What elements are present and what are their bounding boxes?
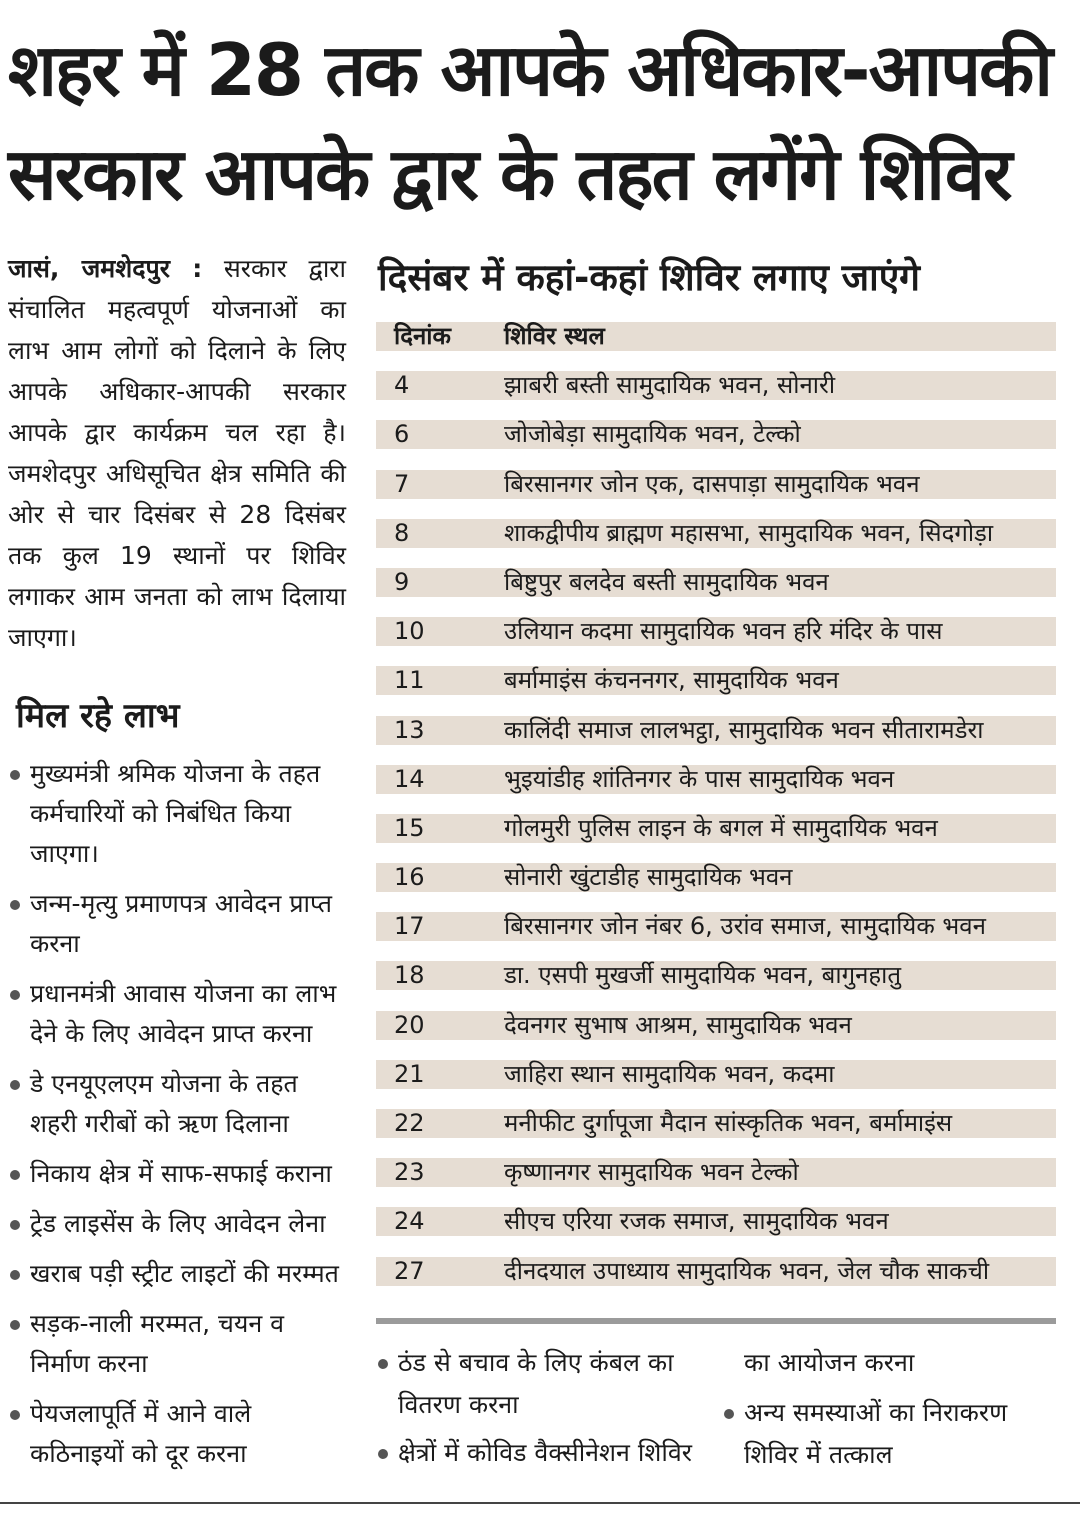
row-date: 14	[394, 764, 425, 793]
table-row	[376, 369, 1056, 418]
bullet-dot-icon	[10, 1080, 20, 1090]
header-date: दिनांक	[394, 322, 451, 350]
headline	[8, 18, 1068, 226]
bottom-benefits-left	[376, 1342, 706, 1480]
table-row	[376, 418, 1056, 467]
row-date: 4	[394, 371, 410, 400]
benefit-item: पेयजलापूर्ति में आने वाले कठिनाइयों को दूर करना	[8, 1394, 346, 1474]
right-column	[376, 248, 1056, 1324]
table-divider	[376, 1318, 1056, 1324]
table-row	[376, 566, 1056, 615]
row-venue: दीनदयाल उपाध्याय सामुदायिक भवन, जेल चौक साकची	[504, 1256, 990, 1285]
benefit-item: प्रधानमंत्री आवास योजना का लाभ देने के लिए आवेदन प्राप्त करना	[8, 974, 346, 1054]
row-date: 15	[394, 813, 425, 842]
bullet-dot-icon	[10, 1220, 20, 1230]
intro-paragraph	[8, 248, 346, 658]
row-date: 24	[394, 1207, 425, 1236]
row-date: 20	[394, 1010, 425, 1039]
table-row	[376, 910, 1056, 959]
table-row	[376, 1058, 1056, 1107]
table-row	[376, 517, 1056, 566]
table-row	[376, 763, 1056, 812]
row-venue: सीएच एरिया रजक समाज, सामुदायिक भवन	[504, 1207, 889, 1236]
bottom-benefits-right	[722, 1342, 1042, 1482]
row-date: 27	[394, 1256, 425, 1285]
bullet-dot-icon	[378, 1359, 388, 1369]
left-column	[8, 248, 346, 1484]
bullet-dot-icon	[10, 990, 20, 1000]
row-date: 10	[394, 617, 425, 646]
benefits-heading: मिल रहे लाभ	[16, 696, 180, 736]
byline: जासं, जमशेदपुर :	[8, 254, 203, 283]
bullet-dot-icon	[378, 1449, 388, 1459]
row-venue: कृष्णानगर सामुदायिक भवन टेल्को	[504, 1158, 799, 1187]
row-date: 7	[394, 469, 410, 498]
camp-table	[376, 320, 1056, 1304]
benefits-list	[8, 754, 346, 1474]
table-row	[376, 1009, 1056, 1058]
row-venue: जोजोबेड़ा सामुदायिक भवन, टेल्को	[504, 420, 801, 449]
row-venue: बिष्टुपुर बलदेव बस्ती सामुदायिक भवन	[504, 567, 829, 596]
bullet-dot-icon	[10, 1320, 20, 1330]
table-row	[376, 1205, 1056, 1254]
row-date: 17	[394, 912, 425, 941]
bullet-dot-icon	[10, 900, 20, 910]
table-row	[376, 1156, 1056, 1205]
benefit-item: ट्रेड लाइसेंस के लिए आवेदन लेना	[8, 1204, 346, 1244]
row-date: 11	[394, 666, 425, 695]
headline-line-1: शहर में 28 तक आपके अधिकार-आपकी	[8, 28, 1051, 112]
table-row	[376, 812, 1056, 861]
camp-table-title: दिसंबर में कहां-कहां शिविर लगाए जाएंगे	[378, 256, 921, 299]
benefit-item: डे एनयूएलएम योजना के तहत शहरी गरीबों को ऋण दिलाना	[8, 1064, 346, 1144]
row-date: 16	[394, 863, 425, 892]
page-bottom-rule	[0, 1502, 1080, 1504]
row-date: 18	[394, 961, 425, 990]
bullet-dot-icon	[10, 1410, 20, 1420]
table-row	[376, 664, 1056, 713]
table-row	[376, 1107, 1056, 1156]
bullet-dot-icon	[724, 1409, 734, 1419]
benefit-item: अन्य समस्याओं का निराकरण शिविर में तत्काल	[722, 1392, 1042, 1476]
benefit-item: मुख्यमंत्री श्रमिक योजना के तहत कर्मचारियों को निबंधित किया जाएगा।	[8, 754, 346, 874]
row-date: 6	[394, 420, 410, 449]
benefit-item-continued: का आयोजन करना	[744, 1348, 915, 1377]
header-venue: शिविर स्थल	[504, 322, 605, 350]
table-row	[376, 615, 1056, 664]
bullet-dot-icon	[10, 770, 20, 780]
benefit-item: खराब पड़ी स्ट्रीट लाइटों की मरम्मत	[8, 1254, 346, 1294]
row-venue: देवनगर सुभाष आश्रम, सामुदायिक भवन	[504, 1010, 852, 1039]
table-row	[376, 861, 1056, 910]
row-venue: मनीफीट दुर्गापूजा मैदान सांस्कृतिक भवन, बर्मामाइंस	[504, 1109, 953, 1137]
row-venue: सोनारी खुंटाडीह सामुदायिक भवन	[504, 863, 793, 892]
row-venue: उलियान कदमा सामुदायिक भवन हरि मंदिर के पास	[504, 617, 943, 646]
row-venue: भुइयांडीह शांतिनगर के पास सामुदायिक भवन	[504, 764, 895, 793]
benefit-item: क्षेत्रों में कोविड वैक्सीनेशन शिविर	[376, 1432, 706, 1474]
row-venue: कालिंदी समाज लालभट्ठा, सामुदायिक भवन सीतारामडेरा	[504, 715, 984, 744]
row-date: 8	[394, 518, 410, 547]
row-venue: झाबरी बस्ती सामुदायिक भवन, सोनारी	[504, 371, 836, 400]
row-date: 13	[394, 715, 425, 744]
row-venue: गोलमुरी पुलिस लाइन के बगल में सामुदायिक भवन	[504, 813, 938, 842]
row-date: 22	[394, 1109, 425, 1137]
headline-line-2: सरकार आपके द्वार के तहत लगेंगे शिविर	[8, 132, 1011, 216]
benefit-item: ठंड से बचाव के लिए कंबल का वितरण करना	[376, 1342, 706, 1426]
row-date: 23	[394, 1158, 425, 1187]
table-row	[376, 959, 1056, 1008]
row-venue: बिरसानगर जोन नंबर 6, उरांव समाज, सामुदायिक भवन	[504, 912, 986, 941]
row-venue: डा. एसपी मुखर्जी सामुदायिक भवन, बागुनहातु	[504, 961, 902, 990]
row-venue: शाकद्वीपीय ब्राह्मण महासभा, सामुदायिक भवन, सिदगोड़ा	[504, 518, 994, 547]
row-venue: जाहिरा स्थान सामुदायिक भवन, कदमा	[504, 1059, 835, 1088]
table-row	[376, 1255, 1056, 1304]
benefit-item: सड़क-नाली मरम्मत, चयन व निर्माण करना	[8, 1304, 346, 1384]
row-venue: बिरसानगर जोन एक, दासपाड़ा सामुदायिक भवन	[504, 469, 920, 498]
table-header-row	[376, 320, 1056, 369]
table-row	[376, 468, 1056, 517]
bullet-dot-icon	[10, 1270, 20, 1280]
table-row	[376, 714, 1056, 763]
row-date: 21	[394, 1059, 425, 1088]
benefit-item: निकाय क्षेत्र में साफ-सफाई कराना	[8, 1154, 346, 1194]
bullet-dot-icon	[10, 1170, 20, 1180]
intro-text: सरकार द्वारा संचालित महत्वपूर्ण योजनाओं का लाभ आम लोगों को दिलाने के लिए आपके अधिकार-आपकी सरकार आपके द्वार कार्यक्रम चल रहा है। जमशेदपुर अधिसूचित क्षेत्र समिति की ओर से चार दिसंबर से 28 दिसंबर तक कुल 19 स्थानों पर शिविर लगाकर आम जनता को लाभ दिलाया जाएगा।	[8, 254, 347, 652]
benefit-item: जन्म-मृत्यु प्रमाणपत्र आवेदन प्राप्त करना	[8, 884, 346, 964]
row-date: 9	[394, 567, 410, 596]
row-venue: बर्मामाइंस कंचननगर, सामुदायिक भवन	[504, 666, 839, 695]
